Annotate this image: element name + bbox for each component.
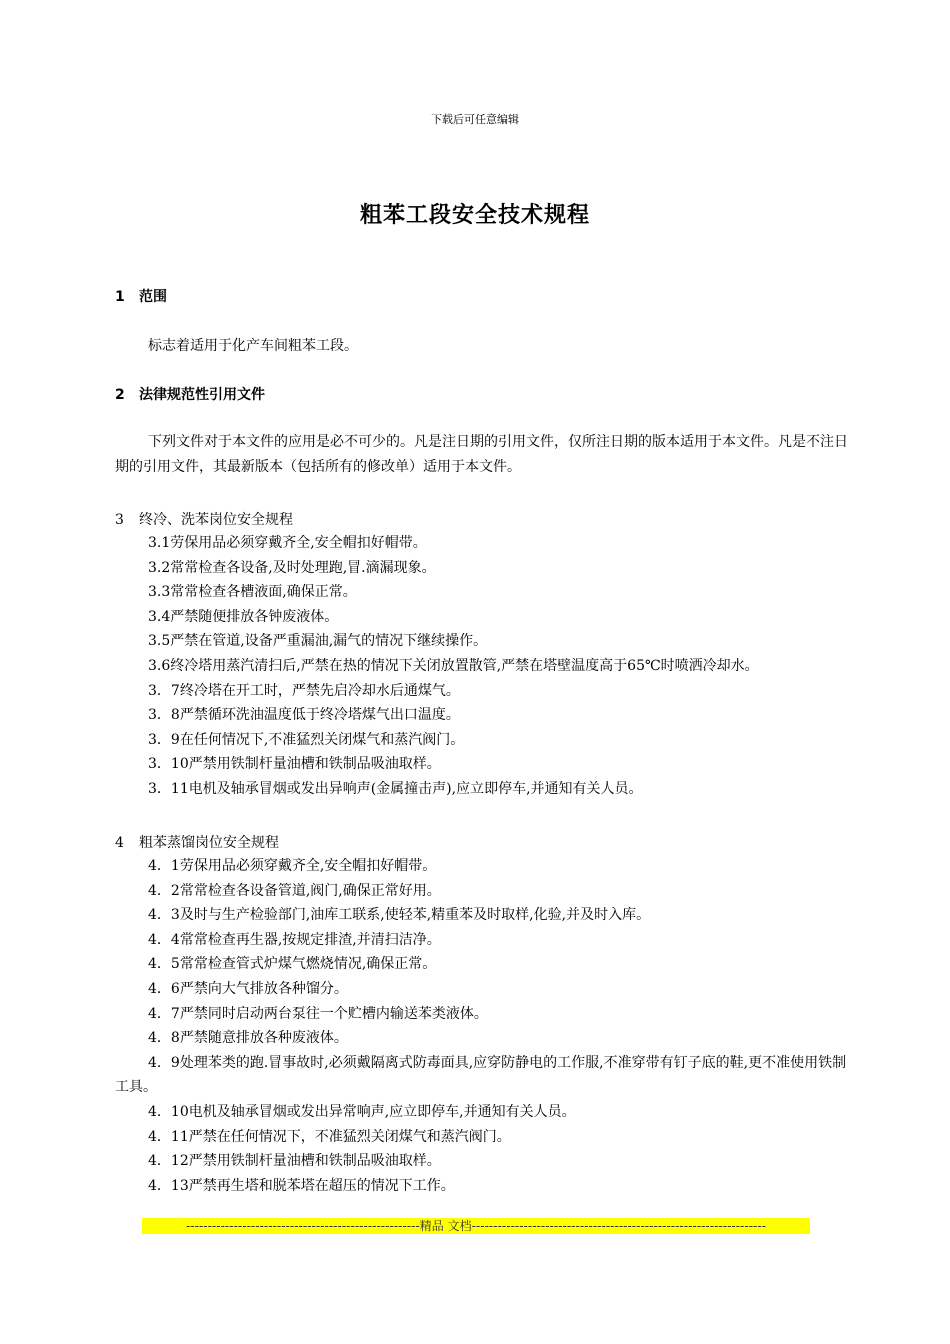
list-item: 3.3常常检查各槽液面,确保正常。 xyxy=(148,584,357,601)
section-3-items xyxy=(115,531,860,802)
list-item: 4．5常常检查管式炉煤气燃烧情况,确保正常。 xyxy=(148,956,437,973)
section-number: 1 xyxy=(115,289,125,305)
section-heading-1 xyxy=(115,286,167,306)
list-item: 4．12严禁用铁制杆量油槽和铁制品吸油取样。 xyxy=(148,1153,441,1170)
document-title: 粗苯工段安全技术规程 xyxy=(359,203,590,228)
section-4-items xyxy=(115,854,860,1198)
list-item: 4．6严禁向大气排放各种馏分。 xyxy=(148,980,348,997)
section-heading-4 xyxy=(115,832,279,852)
footer-banner: ------------------------------------------------------精品 文档-------------------------------------------------------------------- xyxy=(142,1218,810,1234)
list-item: 3.2常常检查各设备,及时处理跑,冒.滴漏现象。 xyxy=(148,559,436,576)
list-item: 4．2常常检查各设备管道,阀门,确保正常好用。 xyxy=(148,882,441,899)
section-title: 终冷、洗苯岗位安全规程 xyxy=(139,512,293,528)
list-item: 4．9处理苯类的跑.冒事故时,必须戴隔离式防毒面具,应穿防静电的工作服,不准穿带有钉子底的鞋,更不准使用铁制工具。 xyxy=(115,1054,847,1096)
list-item: 3．9在任何情况下,不准猛烈关闭煤气和蒸汽阀门。 xyxy=(148,731,465,748)
list-item: 3.6终冷塔用蒸汽清扫后,严禁在热的情况下关闭放置散管,严禁在塔壁温度高于65℃时喷洒冷却水。 xyxy=(148,657,759,674)
section-title: 法律规范性引用文件 xyxy=(139,387,265,403)
section-heading-3 xyxy=(115,509,293,529)
list-item: 4．10电机及轴承冒烟或发出异常响声,应立即停车,并通知有关人员。 xyxy=(148,1103,576,1120)
section-title: 粗苯蒸馏岗位安全规程 xyxy=(139,835,279,851)
list-item: 3．8严禁循环洗油温度低于终冷塔煤气出口温度。 xyxy=(148,707,460,724)
section-number: 2 xyxy=(115,387,125,403)
references-paragraph: 下列文件对于本文件的应用是必不可少的。凡是注日期的引用文件，仅所注日期的版本适用于本文件。凡是不注日期的引用文件，其最新版本（包括所有的修改单）适用于本文件。 xyxy=(115,434,848,475)
section-title: 范围 xyxy=(139,289,167,305)
list-item: 3.5严禁在管道,设备严重漏油,漏气的情况下继续操作。 xyxy=(148,633,488,650)
section-number: 3 xyxy=(115,512,124,528)
list-item: 3.1劳保用品必须穿戴齐全,安全帽扣好帽带。 xyxy=(148,535,427,551)
list-item: 4．3及时与生产检验部门,油库工联系,使轻苯,精重苯及时取样,化验,并及时入库。 xyxy=(148,907,651,924)
list-item: 4．13严禁再生塔和脱苯塔在超压的情况下工作。 xyxy=(148,1177,455,1194)
header-note: 下载后可任意编辑 xyxy=(431,113,519,126)
scope-paragraph: 标志着适用于化产车间粗苯工段。 xyxy=(148,338,358,354)
list-item: 3．7终冷塔在开工时，严禁先启冷却水后通煤气。 xyxy=(148,682,460,699)
list-item: 4．7严禁同时启动两台泵往一个贮槽内输送苯类液体。 xyxy=(148,1005,488,1022)
list-item: 4．4常常检查再生器,按规定排渣,并清扫洁净。 xyxy=(148,931,441,948)
list-item: 4．8严禁随意排放各种废液体。 xyxy=(148,1030,348,1047)
list-item: 4．1劳保用品必须穿戴齐全,安全帽扣好帽带。 xyxy=(148,858,437,874)
list-item: 3．11电机及轴承冒烟或发出异响声(金属撞击声),应立即停车,并通知有关人员。 xyxy=(148,780,643,797)
section-number: 4 xyxy=(115,835,124,851)
list-item: 3．10严禁用铁制杆量油槽和铁制品吸油取样。 xyxy=(148,756,441,773)
list-item: 3.4严禁随便排放各钟废液体。 xyxy=(148,608,339,625)
section-heading-2 xyxy=(115,384,265,404)
list-item: 4．11严禁在任何情况下，不准猛烈关闭煤气和蒸汽阀门。 xyxy=(148,1128,511,1145)
